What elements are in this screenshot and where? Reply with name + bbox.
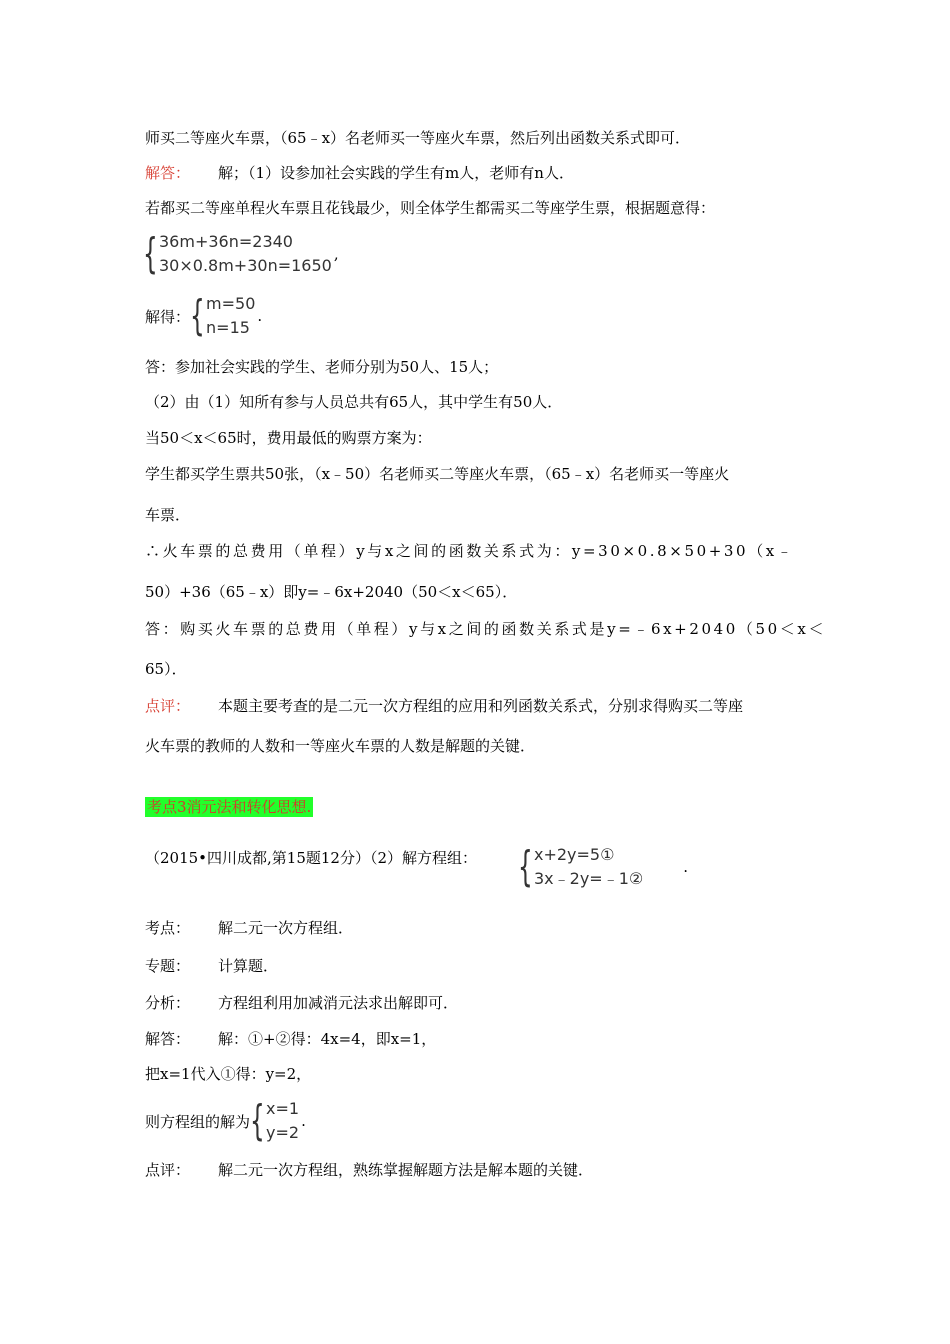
review-text: 解二元一次方程组，熟练掌握解题方法是解本题的关键． bbox=[218, 1161, 594, 1179]
answer-label: 解答： bbox=[145, 164, 191, 182]
text-line: 把x=1代入①得：y=2， bbox=[145, 1065, 312, 1083]
solution-line bbox=[145, 1029, 436, 1049]
equation-1: x=1 bbox=[266, 1099, 300, 1118]
question-line bbox=[145, 848, 477, 868]
solution-system-2 bbox=[145, 1097, 306, 1145]
brace-symbol: { bbox=[190, 291, 205, 340]
equation-2: n=15 bbox=[206, 318, 250, 337]
text-line: 答：购买火车票的总费用（单程）y与x之间的函数关系式是y=﹣6x+2040（50＜x＜ bbox=[145, 620, 827, 638]
solution-prefix: 则方程组的解为 bbox=[145, 1112, 251, 1131]
review-line bbox=[145, 1160, 593, 1180]
category-text: 计算题． bbox=[218, 957, 279, 975]
brace-symbol: { bbox=[518, 842, 533, 891]
review-label: 点评： bbox=[145, 1161, 191, 1179]
text-line: ∴火车票的总费用（单程）y与x之间的函数关系式为：y=30×0.8×50+30（x﹣ bbox=[145, 542, 795, 560]
brace-symbol: { bbox=[250, 1096, 265, 1145]
punctuation: , bbox=[333, 245, 339, 263]
punctuation: . bbox=[301, 1112, 306, 1130]
question-text: （2015•四川成都,第15题12分）（2）解方程组： bbox=[145, 849, 478, 867]
topic-label: 考点： bbox=[145, 919, 191, 937]
text-line: 50）+36（65﹣x）即y=﹣6x+2040（50＜x＜65）． bbox=[145, 583, 518, 601]
comment-line bbox=[145, 696, 743, 716]
analysis-label: 分析： bbox=[145, 994, 191, 1012]
comment-label: 点评： bbox=[145, 697, 191, 715]
analysis-text: 方程组利用加减消元法求出解即可． bbox=[218, 994, 459, 1012]
text-line: 若都买二等座单程火车票且花钱最少，则全体学生都需买二等座学生票，根据题意得： bbox=[145, 199, 716, 217]
comment-text: 本题主要考查的是二元一次方程组的应用和列函数关系式，分别求得购买二等座 bbox=[218, 697, 744, 715]
answer-line bbox=[145, 163, 574, 183]
equation-2: 3x﹣2y=﹣1② bbox=[534, 869, 644, 888]
equation-1: m=50 bbox=[206, 294, 256, 313]
equation-1: x+2y=5① bbox=[534, 845, 615, 864]
equation-system-1 bbox=[143, 230, 339, 278]
brace-symbol: { bbox=[143, 229, 158, 278]
punctuation: . bbox=[257, 307, 263, 325]
analysis-line bbox=[145, 993, 458, 1013]
category-line bbox=[145, 956, 278, 976]
text-line: 师买二等座火车票，（65﹣x）名老师买一等座火车票，然后列出函数关系式即可． bbox=[145, 129, 691, 147]
highlighted-heading: 考点3消元法和转化思想. bbox=[147, 798, 312, 816]
solution-label: 解答： bbox=[145, 1030, 191, 1048]
text-line: 65）． bbox=[145, 660, 187, 678]
punctuation: . bbox=[683, 858, 689, 876]
equation-1: 36m+36n=2340 bbox=[159, 232, 293, 251]
topic-line bbox=[145, 918, 353, 938]
equation-2: y=2 bbox=[266, 1123, 300, 1142]
text-line: 火车票的教师的人数和一等座火车票的人数是解题的关键． bbox=[145, 737, 536, 755]
topic-text: 解二元一次方程组． bbox=[218, 919, 354, 937]
text-line: 答：参加社会实践的学生、老师分别为50人、15人； bbox=[145, 358, 499, 376]
equation-system-2 bbox=[518, 843, 688, 891]
solution-prefix: 解得： bbox=[145, 307, 191, 326]
section-heading bbox=[145, 797, 313, 817]
solution-text: 解：①+②得：4x=4，即x=1， bbox=[218, 1030, 437, 1048]
text-line: 当50＜x＜65时，费用最低的购票方案为： bbox=[145, 429, 432, 447]
text-line: （2）由（1）知所有参与人员总共有65人，其中学生有50人． bbox=[145, 393, 563, 411]
equation-2: 30×0.8m+30n=1650 bbox=[159, 256, 332, 275]
answer-text: 解；（1）设参加社会实践的学生有m人，老师有n人． bbox=[218, 164, 574, 182]
text-line: 车票． bbox=[145, 506, 191, 524]
text-line: 学生都买学生票共50张，（x﹣50）名老师买二等座火车票，（65﹣x）名老师买一等座火 bbox=[145, 465, 730, 483]
solution-system-1 bbox=[145, 292, 262, 340]
category-label: 专题： bbox=[145, 957, 191, 975]
